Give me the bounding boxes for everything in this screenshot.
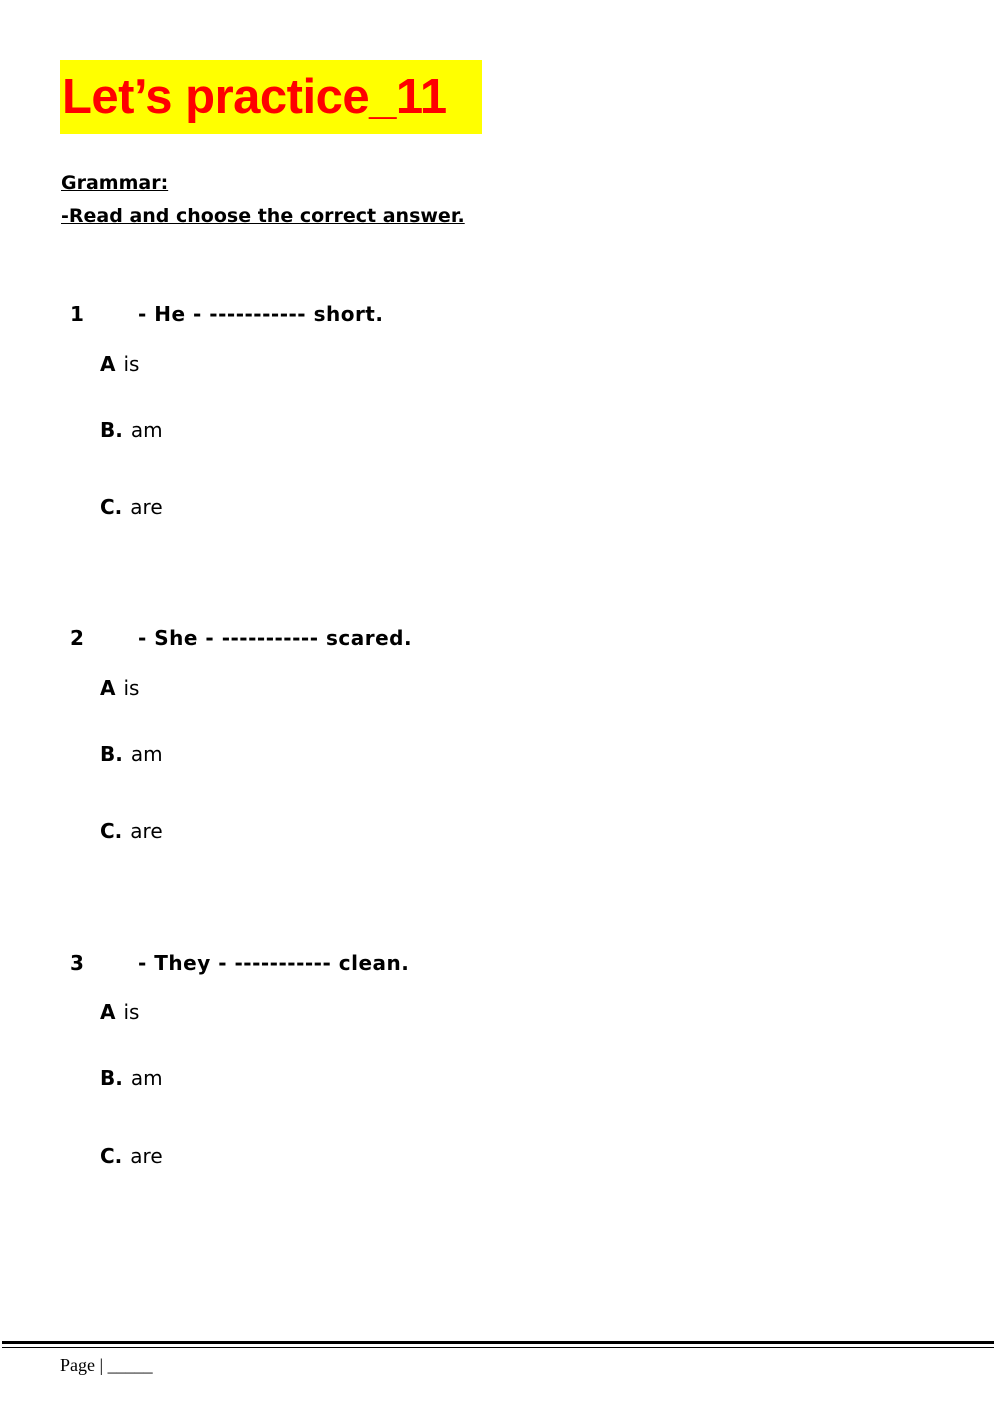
question-text: - They - ----------- clean. (138, 951, 410, 975)
option-c[interactable] (100, 1144, 163, 1168)
question-1 (70, 302, 670, 519)
question-3 (70, 951, 670, 1168)
option-letter: B. (100, 1066, 123, 1090)
option-letter: A (100, 676, 116, 700)
question-number: 2 (70, 626, 84, 650)
option-b[interactable] (100, 742, 163, 766)
option-b[interactable] (100, 418, 163, 442)
question-number: 1 (70, 302, 84, 326)
option-letter: C. (100, 1144, 123, 1168)
option-letter: A (100, 1000, 116, 1024)
option-letter: C. (100, 819, 123, 843)
option-letter: C. (100, 495, 123, 519)
footer-rule-thin (2, 1347, 994, 1348)
option-c[interactable] (100, 495, 163, 519)
option-letter: A (100, 352, 116, 376)
option-text: is (123, 352, 140, 376)
option-letter: B. (100, 418, 123, 442)
option-b[interactable] (100, 1066, 163, 1090)
option-text: am (130, 1066, 163, 1090)
page-title: Let’s practice_11 (60, 60, 482, 134)
section-label: Grammar: (61, 172, 169, 194)
footer-rule (2, 1341, 994, 1344)
option-c[interactable] (100, 819, 163, 843)
option-text: am (130, 742, 163, 766)
question-2 (70, 626, 670, 843)
option-a[interactable] (100, 676, 139, 700)
page-footer: Page | _____ (60, 1355, 153, 1375)
option-text: are (130, 495, 163, 519)
question-number: 3 (70, 951, 84, 975)
instruction: -Read and choose the correct answer. (61, 205, 465, 227)
option-text: are (130, 819, 163, 843)
option-letter: B. (100, 742, 123, 766)
option-text: am (130, 418, 163, 442)
option-a[interactable] (100, 1000, 139, 1024)
option-a[interactable] (100, 352, 139, 376)
option-text: is (123, 1000, 140, 1024)
option-text: are (130, 1144, 163, 1168)
question-text: - He - ----------- short. (138, 302, 384, 326)
question-text: - She - ----------- scared. (138, 626, 413, 650)
option-text: is (123, 676, 140, 700)
